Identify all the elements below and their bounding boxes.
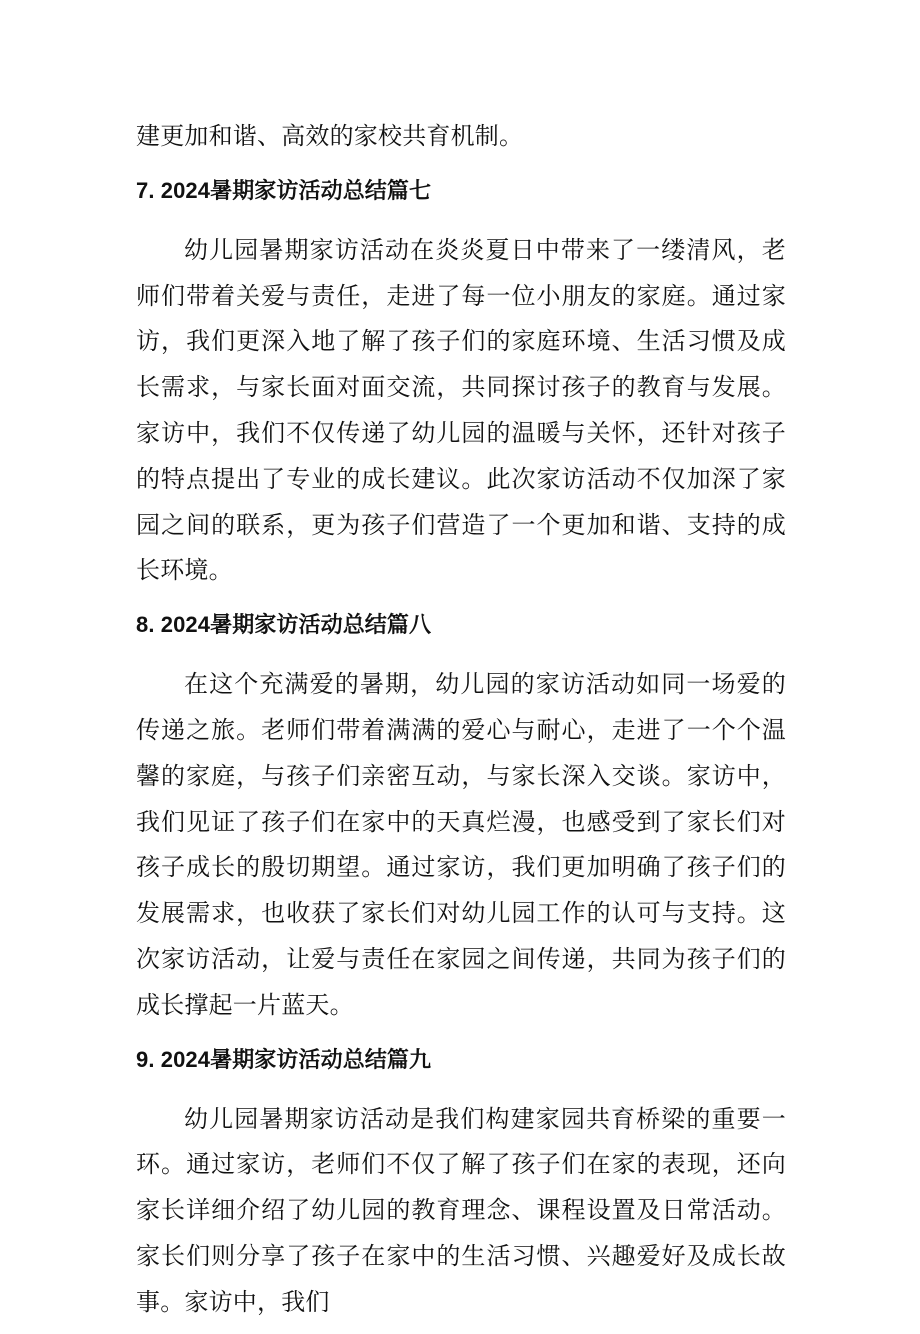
lead-paragraph-fragment: 建更加和谐、高效的家校共育机制。 (136, 122, 524, 150)
section-heading-8: 8. 2024暑期家访活动总结篇八 (136, 612, 432, 638)
section-7 (136, 168, 786, 594)
section-8 (136, 602, 786, 1028)
document-content (136, 114, 786, 1334)
section-9 (136, 1037, 786, 1326)
section-heading-9: 9. 2024暑期家访活动总结篇九 (136, 1046, 432, 1072)
section-body-7: 幼儿园暑期家访活动在炎炎夏日中带来了一缕清风，老师们带着关爱与责任，走进了每一位小朋友的家庭。通过家访，我们更深入地了解了孩子们的家庭环境、生活习惯及成长需求，与家长面对面交流，共同探讨孩子的教育与发展。家访中，我们不仅传递了幼儿园的温暖与关怀，还针对孩子的特点提出了专业的成长建议。此次家访活动不仅加深了家园之间的联系，更为孩子们营造了一个更加和谐、支持的成长环境。 (136, 235, 786, 585)
section-body-8: 在这个充满爱的暑期，幼儿园的家访活动如同一场爱的传递之旅。老师们带着满满的爱心与耐心，走进了一个个温馨的家庭，与孩子们亲密互动，与家长深入交谈。家访中，我们见证了孩子们在家中的天真烂漫，也感受到了家长们对孩子成长的殷切期望。通过家访，我们更加明确了孩子们的发展需求，也收获了家长们对幼儿园工作的认可与支持。这次家访活动，让爱与责任在家园之间传递，共同为孩子们的成长撑起一片蓝天。 (136, 670, 786, 1019)
section-body-9: 幼儿园暑期家访活动是我们构建家园共育桥梁的重要一环。通过家访，老师们不仅了解了孩子们在家的表现，还向家长详细介绍了幼儿园的教育理念、课程设置及日常活动。家长们则分享了孩子在家中的生活习惯、兴趣爱好及成长故事。家访中，我们 (136, 1104, 786, 1316)
section-heading-7: 7. 2024暑期家访活动总结篇七 (136, 177, 432, 203)
